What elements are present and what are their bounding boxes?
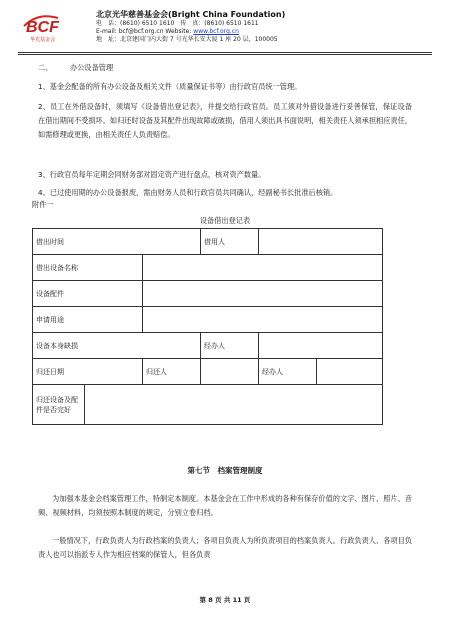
section-heading: 办公设备管理: [70, 63, 114, 72]
device-name-value[interactable]: [143, 255, 383, 281]
page-number: 第 8 页 共 11 页: [199, 596, 251, 604]
email-website-line: E-mail: bcf@bcf.org.cn Website: www.bcf.org.cn: [96, 28, 239, 35]
header-divider: [18, 52, 432, 55]
policy-item-1: 1、基金会配备的所有办公设备及相关文件（质量保证书等）由行政官员统一管理。: [38, 82, 302, 91]
table-row: [33, 307, 383, 333]
purpose-value[interactable]: [143, 307, 383, 333]
damage-label: 设备本身缺损: [33, 333, 201, 359]
letterhead-info: [96, 9, 285, 44]
table-row: [33, 359, 383, 385]
purpose-label: 申请用途: [33, 307, 143, 333]
website-link[interactable]: www.bcf.org.cn: [193, 28, 239, 35]
phone-fax-line: 电 话：(8610) 6510 1610 传 真：(8610) 6510 1611: [96, 20, 259, 27]
policy-item-3: 3、行政官员每年定期会同财务部对固定资产进行盘点，核对资产数量。: [38, 170, 266, 179]
returner-label: 归还人: [143, 359, 201, 385]
table-row: [33, 255, 383, 281]
borrower-value[interactable]: [259, 229, 383, 255]
address-line: 地 址：北京建国门内大街 7 号光华长安大厦 1 座 20 层，100005: [96, 36, 278, 43]
accessories-label: 设备配件: [33, 281, 143, 307]
policy-item-4: 4、已过使用期的办公设备报废，需由财务人员和行政官员共同确认，经副秘书长批准后核销。: [38, 188, 338, 197]
table-row: [33, 385, 383, 425]
returner-value[interactable]: [201, 359, 259, 385]
appendix-label: 附件一: [32, 200, 54, 209]
borrow-time-label: 借出时间: [33, 229, 201, 255]
policy-item-2: 2、员工在外借设备时，须填写《设备借出登记表》，并提交给行政官员。员工须对外借设备进行妥善保管，保证设备在借出期间不受损坏。如归还时设备及其配件出现故障或破损，借用人须出具书面说明，相关责任人须承担相应责任，如需修理或更换，由相关责任人负责赔偿。: [38, 102, 412, 139]
section-title: 第七节 档案管理制度: [187, 466, 263, 475]
archive-paragraph: 一般情况下，行政负责人为行政档案的负责人；各项目负责人为所负责项目的档案负责人。行政负责人、各项目负责人也可以指派专人作为相应档案的保管人，但各负责: [38, 536, 412, 559]
handler-label: 经办人: [201, 333, 259, 359]
borrower-label: 借用人: [201, 229, 259, 255]
table-row: [33, 229, 383, 255]
return-date-label: 归还日期: [33, 359, 143, 385]
table-title: 设备借出登记表: [199, 216, 251, 225]
device-name-label: 借出设备名称: [33, 255, 143, 281]
section-number: 二、: [38, 63, 53, 72]
handler2-value[interactable]: [317, 359, 383, 385]
svg-text:BCF: BCF: [26, 19, 59, 36]
org-name: 北京光华慈善基金会(Bright China Foundation): [96, 10, 286, 19]
return-check-label: 归还设备及配件是否完好: [33, 385, 85, 425]
accessories-value[interactable]: [143, 281, 383, 307]
handler-value[interactable]: [259, 333, 383, 359]
return-check-value[interactable]: [85, 385, 383, 425]
table-row: [33, 281, 383, 307]
table-row: [33, 333, 383, 359]
equipment-loan-form: [32, 228, 383, 425]
svg-text:华光基金会: 华光基金会: [30, 37, 56, 43]
archive-intro: 为加强本基金会档案管理工作，特制定本制度。本基金会在工作中形成的各种有保存价值的文字、图片、照片、音频、视频材料，均须按照本制度的规定，分别立卷归档。: [38, 494, 412, 517]
handler2-label: 经办人: [259, 359, 317, 385]
bcf-logo: [18, 10, 80, 44]
